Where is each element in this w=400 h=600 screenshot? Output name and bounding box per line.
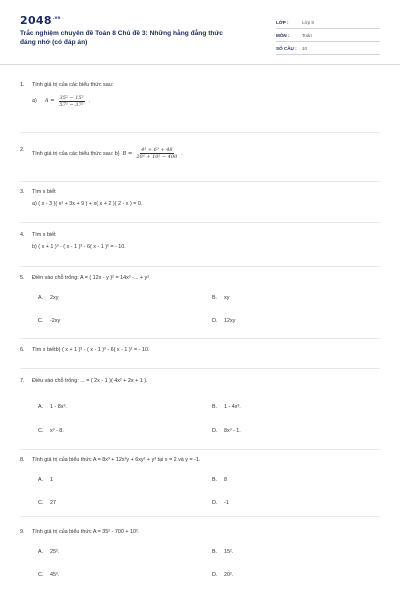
meta-row-subject: MÔN : Toán — [276, 29, 380, 42]
header-divider — [0, 64, 400, 65]
option-c[interactable]: C. -2xy — [38, 318, 61, 324]
option-a[interactable]: A. 1 — [38, 477, 53, 483]
option-b[interactable]: B. 15². — [212, 549, 234, 555]
question-divider — [20, 338, 380, 339]
meta-table — [276, 16, 380, 55]
option-c[interactable]: C. 27 — [38, 500, 56, 506]
option-c[interactable]: C. 45². — [38, 572, 60, 578]
option-d[interactable]: D. 20². — [212, 572, 234, 578]
question-divider — [20, 449, 380, 450]
option-b[interactable]: B. 1 - 4x³. — [212, 404, 241, 410]
meta-row-class: LỚP : Lớp 8 — [276, 16, 380, 29]
fraction-b: $\frac{\text{4³ + 6³ + 48}}{\text{20² + 10² − 400}}$ — [136, 147, 178, 160]
option-d[interactable]: D. 8x³ - 1. — [212, 428, 241, 434]
question-9: 9. Tính giá trị của biểu thức A = 35² - 700 + 10². A. 25². B. 15². C. 45². D. 20². — [20, 529, 234, 578]
meta-row-count: SỐ CÂU : 10 — [276, 42, 380, 55]
fraction-a: $\frac{\text{35² − 15²}}{\text{57² − 37²}}$ — [59, 94, 84, 108]
site-logo[interactable]: $2048^{.vn}$ — [20, 14, 61, 27]
document-header — [20, 14, 380, 66]
option-a[interactable]: A. 25². — [38, 549, 60, 555]
option-d[interactable]: D. 12xy — [212, 318, 236, 324]
question-divider — [20, 368, 380, 369]
question-divider — [20, 132, 380, 133]
question-7: 7. Điều vào chỗ trống: ... = ( 2x - 1 )( 4x² + 2x + 1 ). A. 1 - 8x³. B. 1 - 4x³. C. x³ - 8. D. 8x³ - 1. — [20, 378, 241, 434]
question-divider — [20, 266, 380, 267]
page-title: Trắc nghiệm chuyên đề Toán 8 Chủ đề 3: Những hằng đẳng thức đáng nhớ (có đáp án) — [20, 30, 223, 46]
question-5: 5. Điền vào chỗ trống: A = ( 12x - y )² = 14x² -... + y² A. 2xy B. xy C. -2xy D. 12xy — [20, 275, 236, 324]
option-a[interactable]: A. 2xy — [38, 295, 59, 301]
option-d[interactable]: D. -1 — [212, 500, 229, 506]
question-divider — [20, 516, 380, 517]
option-b[interactable]: B. xy — [212, 295, 230, 301]
option-b[interactable]: B. 8 — [212, 477, 227, 483]
question-divider — [20, 181, 380, 182]
option-a[interactable]: A. 1 - 8x³. — [38, 404, 67, 410]
option-c[interactable]: C. x³ - 8. — [38, 428, 64, 434]
question-divider — [20, 222, 380, 223]
question-8: 8. Tính giá trị của biểu thức A = 8x³ + 12x²y + 6xy² + y³ tại x = 2 và y = -1. A. 1 B. 8 C. 27 D. -1 — [20, 457, 229, 506]
